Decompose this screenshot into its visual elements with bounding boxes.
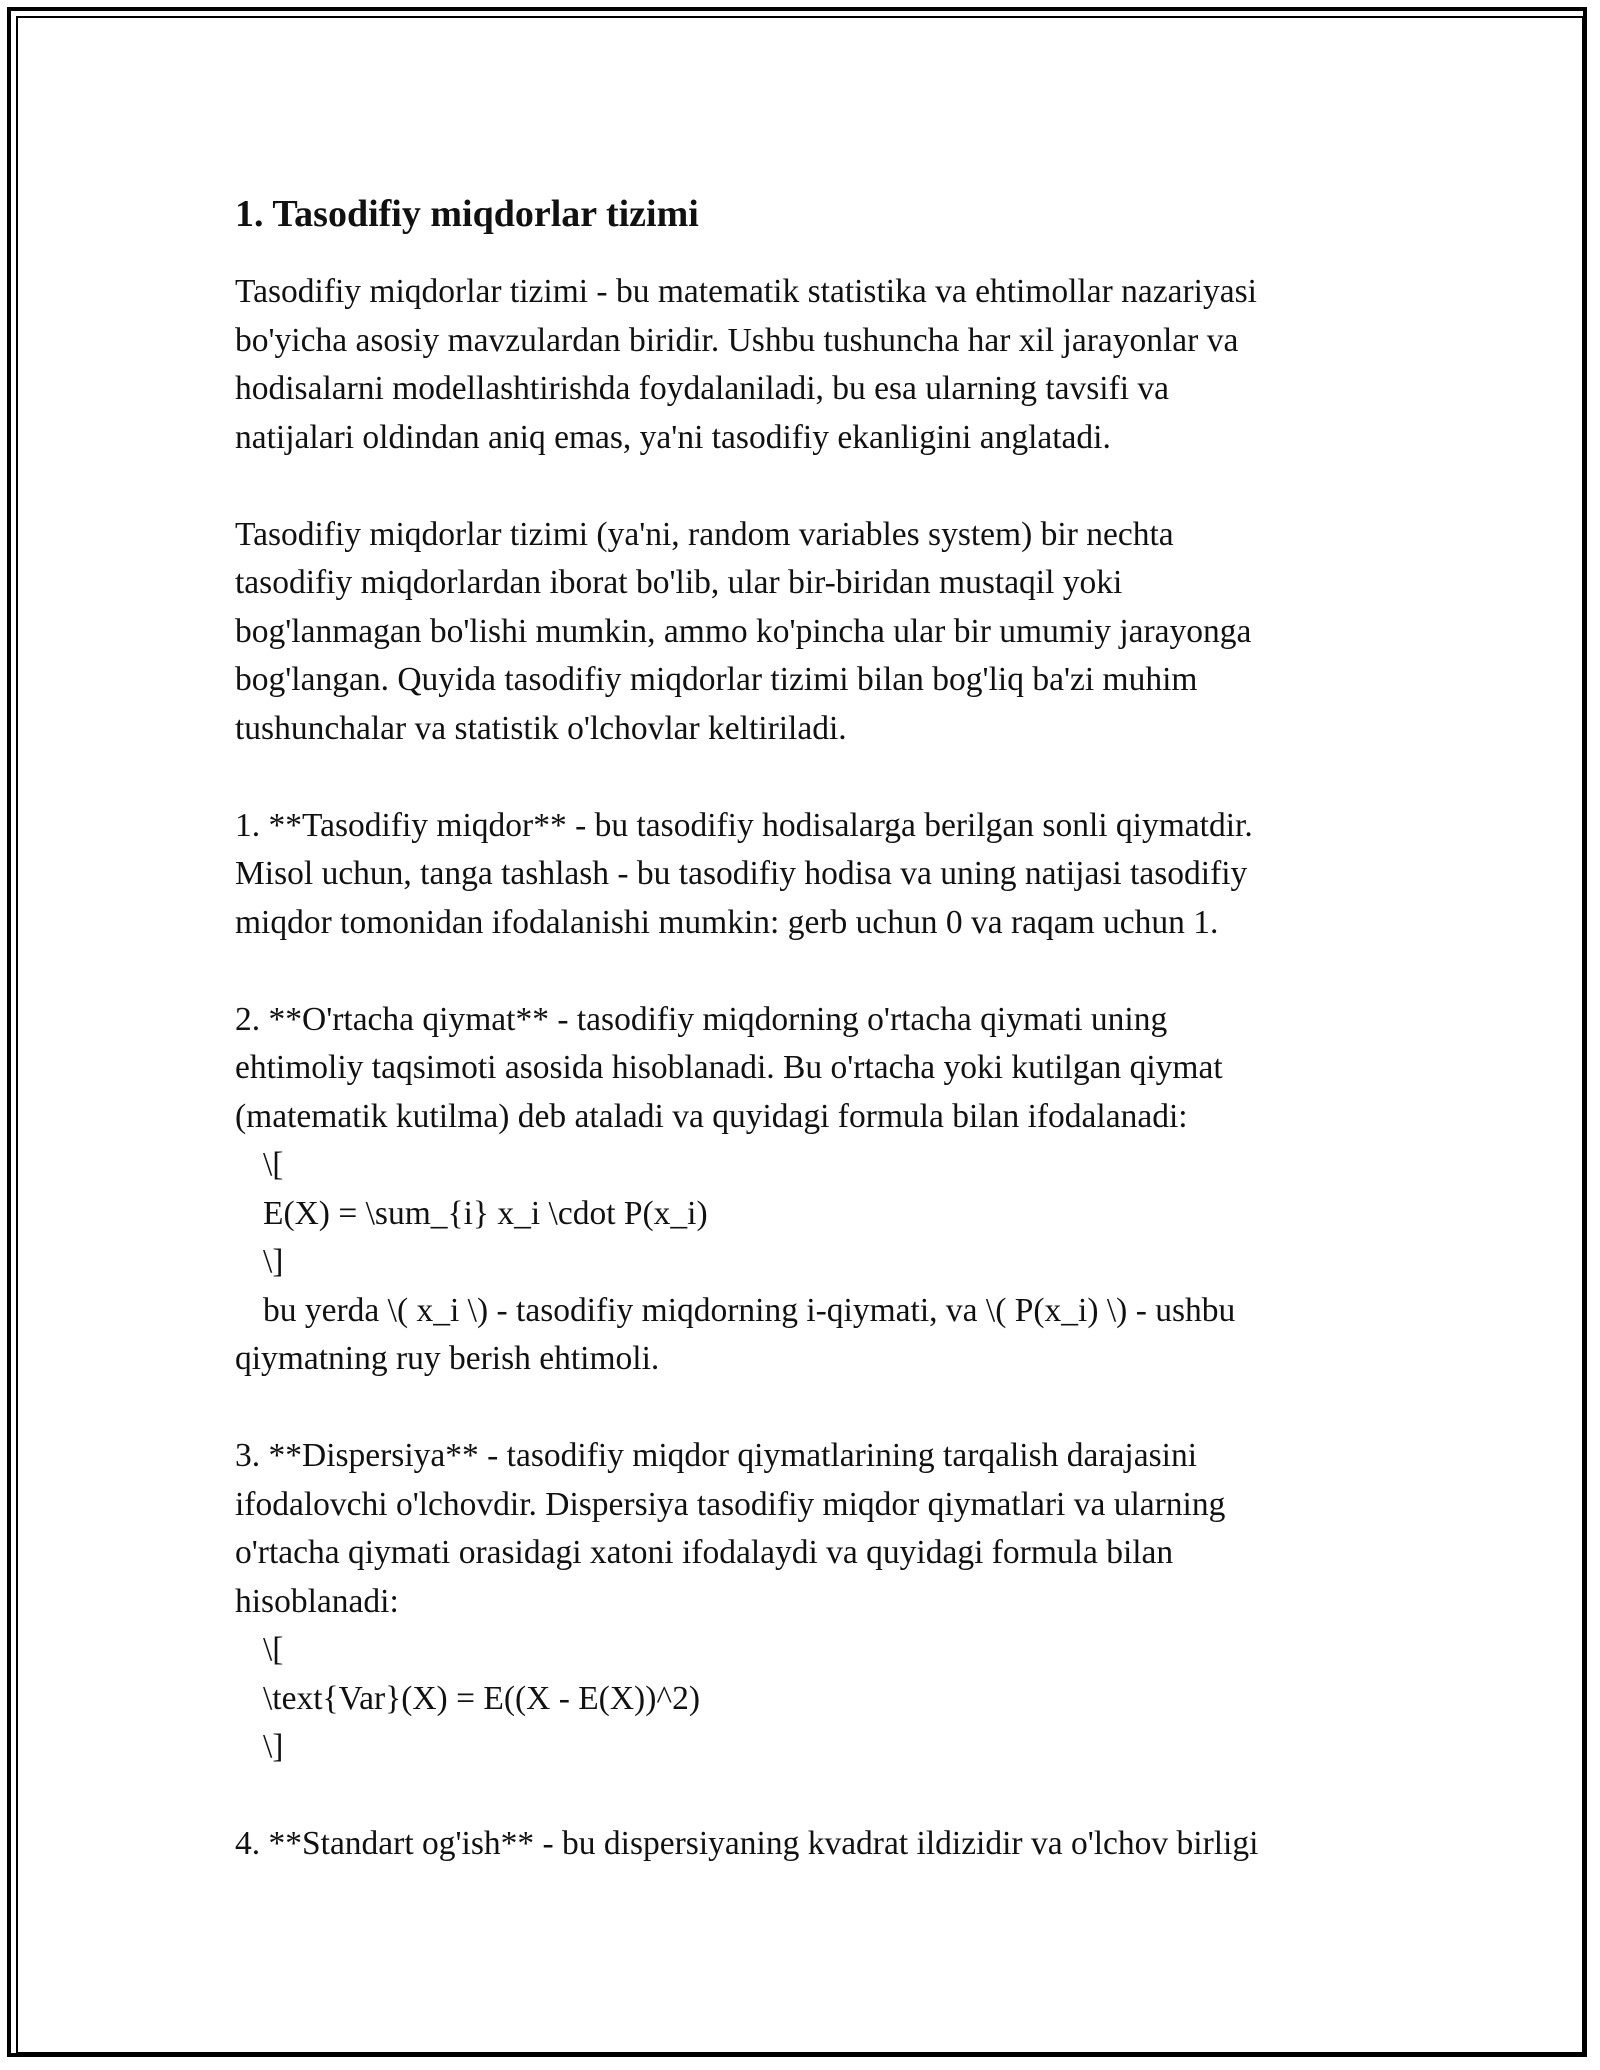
text-line: natijalari oldindan aniq emas, ya'ni tasodifiy ekanligini anglatadi. [235, 418, 1111, 456]
text-line: tasodifiy miqdorlardan iborat bo'lib, ular bir-biridan mustaqil yoki [235, 564, 1123, 601]
text-line: hodisalarni modellashtirishda foydalaniladi, bu esa ularning tavsifi va [235, 370, 1170, 407]
text-line: Tasodifiy miqdorlar tizimi - bu matematik statistika va ehtimollar nazariyasi [235, 273, 1257, 310]
paragraph-block [235, 268, 1365, 1869]
text-line: tushunchalar va statistik o'lchovlar keltiriladi. [235, 709, 847, 747]
text-line: \] [263, 1243, 284, 1280]
text-line: bog'lanmagan bo'lishi mumkin, ammo ko'pincha ular bir umumiy jarayonga [235, 612, 1252, 650]
text-line: bu yerda \( x_i \) - tasodifiy miqdorning i-qiymati, va \( P(x_i) \) - ushbu [263, 1291, 1236, 1329]
blank-line [235, 947, 1365, 996]
text-line: (matematik kutilma) deb ataladi va quyidagi formula bilan ifodalanadi: [235, 1097, 1188, 1135]
text-line: 3. **Dispersiya** - tasodifiy miqdor qiymatlarining tarqalish darajasini [235, 1437, 1197, 1474]
text-line: \[ [263, 1146, 284, 1183]
blank-line [235, 1384, 1365, 1433]
text-line: 2. **O'rtacha qiymat** - tasodifiy miqdorning o'rtacha qiymati uning [235, 1000, 1168, 1038]
text-line: ehtimoliy taqsimoti asosida hisoblanadi. Bu o'rtacha yoki kutilgan qiymat [235, 1049, 1223, 1086]
blank-line [235, 1772, 1365, 1821]
text-line: 1. **Tasodifiy miqdor** - bu tasodifiy hodisalarga berilgan sonli qiymatdir. [235, 806, 1253, 844]
text-line: bo'yicha asosiy mavzulardan biridir. Ushbu tushuncha har xil jarayonlar va [235, 321, 1239, 359]
blank-line [235, 462, 1365, 511]
text-line: ifodalovchi o'lchovdir. Dispersiya tasodifiy miqdor qiymatlari va ularning [235, 1485, 1226, 1523]
text-line: Misol uchun, tanga tashlash - bu tasodifiy hodisa va uning natijasi tasodifiy [235, 855, 1248, 892]
text-line: 4. **Standart og'ish** - bu dispersiyaning kvadrat ildizidir va o'lchov birligi [235, 1825, 1259, 1862]
blank-line [235, 753, 1365, 802]
text-line: qiymatning ruy berish ehtimoli. [235, 1340, 660, 1377]
text-line: \text{Var}(X) = E((X - E(X))^2) [263, 1679, 700, 1717]
document-body [235, 184, 1365, 1869]
text-line: \] [263, 1728, 284, 1765]
text-line: E(X) = \sum_{i} x_i \cdot P(x_i) [263, 1194, 708, 1232]
text-line: miqdor tomonidan ifodalanishi mumkin: gerb uchun 0 va raqam uchun 1. [235, 903, 1219, 941]
text-line: \[ [263, 1631, 284, 1668]
text-line: o'rtacha qiymati orasidagi xatoni ifodalaydi va quyidagi formula bilan [235, 1534, 1174, 1571]
text-line: bog'langan. Quyida tasodifiy miqdorlar tizimi bilan bog'liq ba'zi muhim [235, 661, 1198, 698]
text-line: hisoblanadi: [235, 1582, 399, 1620]
text-line: Tasodifiy miqdorlar tizimi (ya'ni, random variables system) bir nechta [235, 515, 1174, 553]
section-heading: 1. Tasodifiy miqdorlar tizimi [235, 193, 699, 235]
